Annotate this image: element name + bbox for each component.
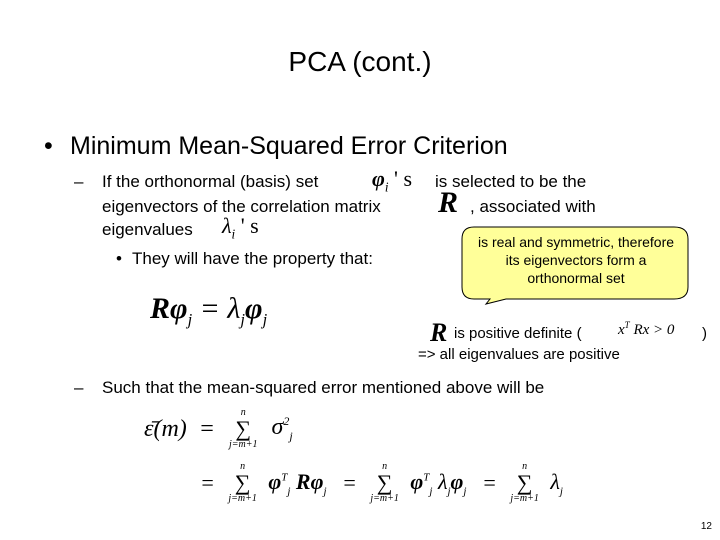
bullet-dot: •	[44, 132, 53, 160]
sub1-line1-pre: If the orthonormal (basis) set	[102, 172, 319, 191]
matrix-R-symbol-2: R	[430, 318, 448, 347]
sub1-line2-post: , associated with	[470, 197, 596, 216]
posdef-text: is positive definite (	[454, 325, 582, 342]
posdef-line2: => all eigenvalues are positive	[418, 346, 620, 363]
callout-text: is real and symmetric, therefore its eigenvectors form a orthonormal set	[477, 234, 675, 286]
mse-equation-line1: ε̄(m) = n ∑ j=m+1 $\sigma^2_j$	[144, 407, 293, 450]
bullet-main	[44, 132, 508, 161]
slide-title: PCA (cont.)	[288, 46, 432, 77]
sub2-text: Such that the mean-squared error mentioned above will be	[102, 378, 545, 397]
bullet-main-text: Minimum Mean-Squared Error Criterion	[70, 132, 508, 160]
subsub-text: They will have the property that:	[132, 249, 373, 268]
eigen-equation: $R\varphi_j = \lambda_j\varphi_j$	[150, 292, 268, 329]
sub-dash-1: –	[74, 172, 84, 191]
phi-i-symbol: $\varphi_i$ ' s	[372, 166, 413, 195]
sub1-line3: eigenvalues	[102, 220, 193, 239]
lambda-i-symbol: $\lambda_i$ ' s	[222, 213, 259, 242]
subsub-dot: •	[116, 249, 122, 268]
sub-dash-2: –	[74, 378, 84, 397]
posdef-close: )	[702, 325, 707, 342]
mse-equation-line2: = n ∑ j=m+1 $\varphi^T_j$ $R\varphi_j$ = n ∑ j=m+1 $\varphi^T_j$ $\lambda_j\varphi_j$ = n ∑ j=m+1 $\lambda_j$	[200, 461, 563, 504]
posdef-condition: $x^T$ Rx > 0	[618, 320, 675, 338]
sub1-line1-post: is selected to be the	[435, 172, 587, 191]
page-number: 12	[700, 521, 712, 532]
matrix-R-symbol: R	[438, 186, 459, 219]
sub1-line2-pre: eigenvectors of the correlation matrix	[102, 197, 381, 216]
